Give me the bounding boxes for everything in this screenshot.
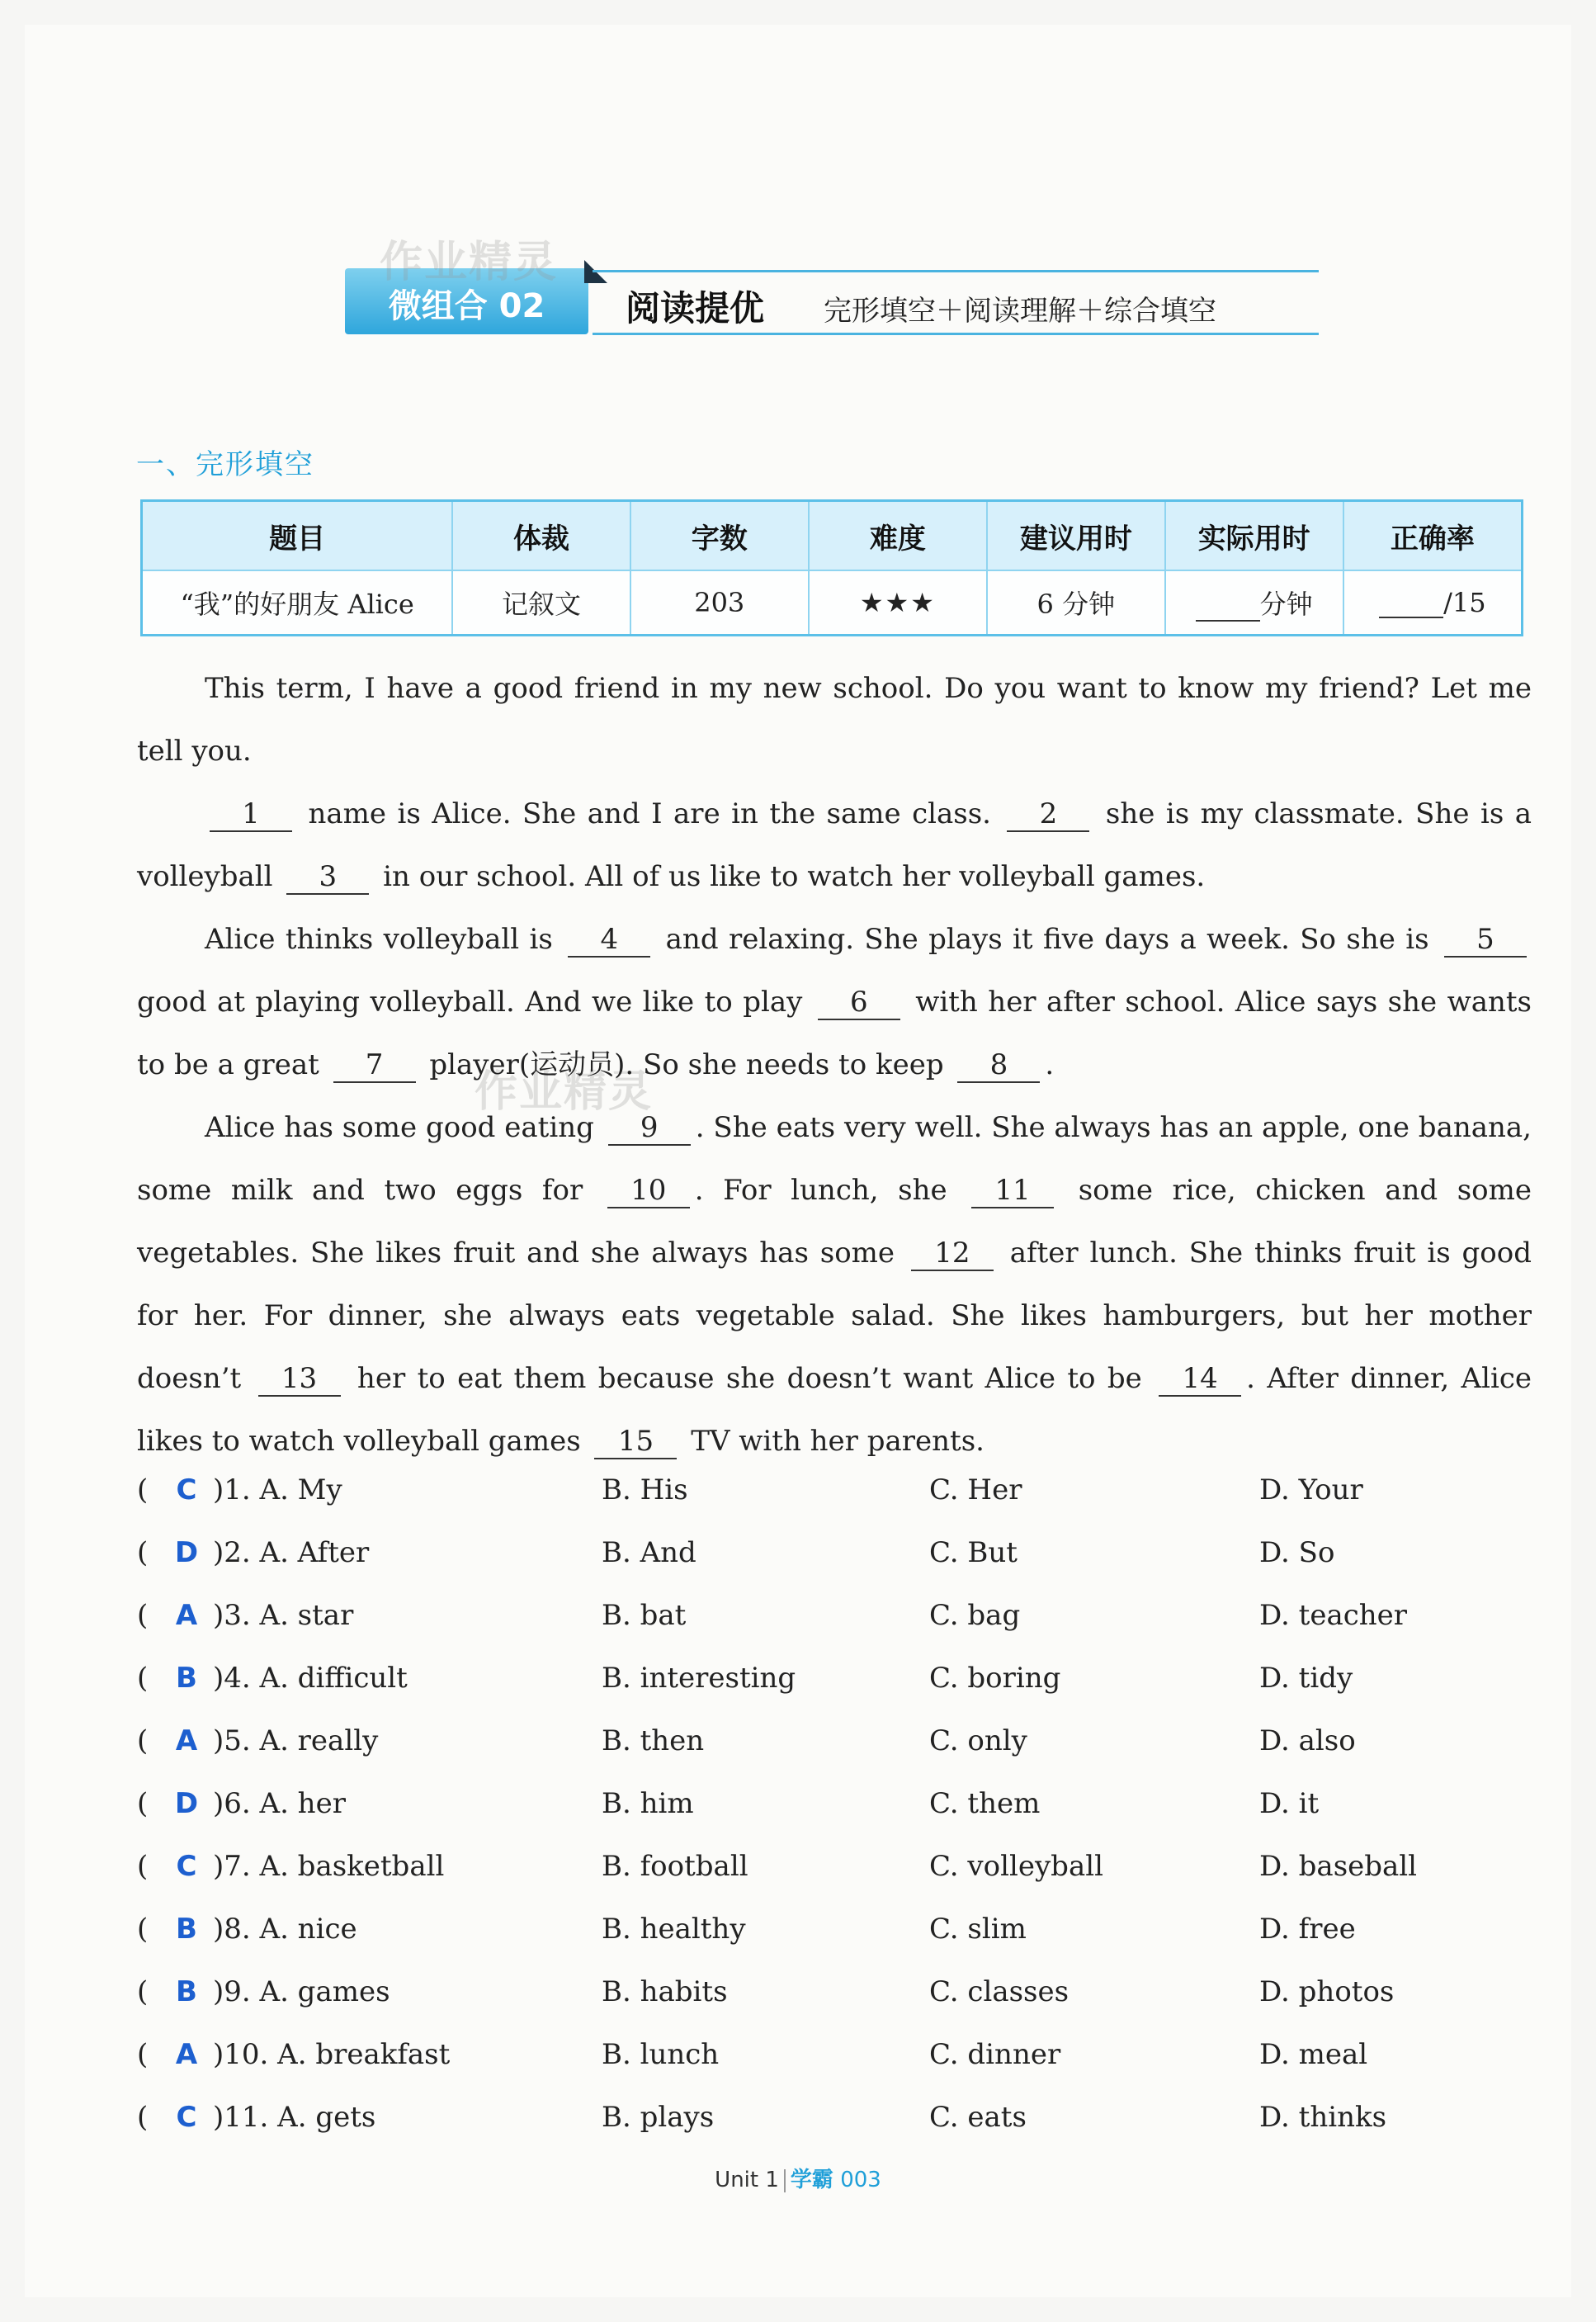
genre-cell: 记叙文 (452, 570, 630, 636)
paren: ( (137, 1975, 149, 2008)
section-heading: 一、完形填空 (136, 448, 314, 481)
paragraph (137, 908, 1532, 1096)
answer[interactable]: B (176, 1975, 197, 2008)
blank-8[interactable]: 8 (957, 1048, 1040, 1083)
cloze-passage (137, 657, 1532, 1473)
option-d[interactable]: D. thinks (1259, 2101, 1387, 2134)
actual-time-unit: 分钟 (1259, 589, 1313, 620)
question-7 (137, 1842, 1540, 1904)
question-8 (137, 1904, 1540, 1967)
passage-text: TV with her parents. (682, 1425, 985, 1458)
passage-text: . She eats very well. She always has an apple, one banana, some milk and two eggs for (137, 1111, 1532, 1207)
passage-text: good at playing volleyball. And we like to play (137, 986, 813, 1019)
option-b[interactable]: B. bat (602, 1599, 687, 1632)
option-a[interactable]: )6. A. her (213, 1787, 346, 1820)
question-2 (137, 1528, 1540, 1591)
option-a[interactable]: )3. A. star (213, 1599, 354, 1632)
option-d[interactable]: D. tidy (1259, 1662, 1353, 1695)
option-b[interactable]: B. football (602, 1850, 748, 1883)
passage-text: her to eat them because she doesn’t want Alice to be (345, 1362, 1155, 1395)
option-a[interactable]: )11. A. gets (213, 2101, 376, 2134)
option-a[interactable]: )1. A. My (213, 1473, 342, 1506)
info-table (140, 499, 1523, 636)
option-b[interactable]: B. plays (602, 2101, 715, 2134)
question-6 (137, 1779, 1540, 1842)
option-b[interactable]: B. His (602, 1473, 688, 1506)
option-c[interactable]: C. dinner (929, 2038, 1061, 2071)
option-d[interactable]: D. photos (1259, 1975, 1395, 2008)
table-header: 难度 (809, 501, 987, 571)
option-c[interactable]: C. Her (929, 1473, 1022, 1506)
divider (593, 333, 1319, 335)
option-c[interactable]: C. classes (929, 1975, 1070, 2008)
answer[interactable]: D (174, 1787, 199, 1820)
passage-text: . For lunch, she (694, 1174, 967, 1207)
paren: ( (137, 1599, 149, 1632)
table-header: 实际用时 (1165, 501, 1343, 571)
option-c[interactable]: C. boring (929, 1662, 1061, 1695)
table-header: 字数 (630, 501, 809, 571)
option-b[interactable]: B. lunch (602, 2038, 720, 2071)
answer[interactable]: A (175, 1599, 198, 1632)
option-a[interactable]: )5. A. really (213, 1724, 379, 1757)
option-a[interactable]: )4. A. difficult (213, 1662, 408, 1695)
answer[interactable]: C (176, 1473, 197, 1506)
option-a[interactable]: )9. A. games (213, 1975, 390, 2008)
question-11 (137, 2093, 1540, 2155)
page-footer (25, 2163, 1571, 2193)
option-d[interactable]: D. meal (1259, 2038, 1368, 2071)
option-b[interactable]: B. interesting (602, 1662, 796, 1695)
question-10 (137, 2030, 1540, 2093)
option-d[interactable]: D. So (1259, 1536, 1335, 1569)
table-header: 题目 (142, 501, 453, 571)
question-1 (137, 1465, 1540, 1528)
option-c[interactable]: C. bag (929, 1599, 1021, 1632)
paren: ( (137, 2101, 149, 2134)
table-header: 体裁 (452, 501, 630, 571)
answer[interactable]: C (176, 2101, 197, 2134)
option-c[interactable]: C. But (929, 1536, 1018, 1569)
option-d[interactable]: D. baseball (1259, 1850, 1418, 1883)
word-count-cell: 203 (630, 570, 809, 636)
topic-cell: “我”的好朋友 Alice (142, 570, 453, 636)
blank-9[interactable]: 9 (608, 1111, 691, 1146)
option-c[interactable]: C. volleyball (929, 1850, 1103, 1883)
actual-time-cell (1165, 570, 1343, 636)
passage-text: after lunch. She thinks fruit is good for her. For dinner, she always eats vegetable salad. She likes hamburgers, but her mother doesn’t (137, 1237, 1532, 1395)
paragraph: This term, I have a good friend in my new school. Do you want to know my friend? Let me tell you. (137, 672, 1532, 768)
answer[interactable]: B (176, 1913, 197, 1946)
badge-label: 微组合 02 (388, 287, 545, 325)
option-b[interactable]: B. him (602, 1787, 694, 1820)
option-a[interactable]: )2. A. After (213, 1536, 370, 1569)
blank-1[interactable]: 1 (210, 797, 292, 832)
blank-10[interactable]: 10 (607, 1174, 690, 1208)
option-d[interactable]: D. free (1259, 1913, 1356, 1946)
table-row (142, 570, 1523, 636)
page (25, 25, 1571, 2297)
banner-title: 阅读提优 (626, 288, 765, 329)
unit-label: Unit 1 (715, 2168, 779, 2192)
paren: ( (137, 1473, 149, 1506)
accuracy-total: /15 (1443, 587, 1486, 618)
option-c[interactable]: C. only (929, 1724, 1027, 1757)
option-d[interactable]: D. teacher (1259, 1599, 1408, 1632)
brand-label: 学霸 (790, 2168, 833, 2192)
divider (593, 270, 1319, 272)
question-list (137, 1465, 1540, 2155)
blank-7[interactable]: 7 (333, 1048, 416, 1083)
divider (784, 2169, 786, 2192)
watermark: 作业精灵 (380, 238, 559, 287)
passage-text: . After dinner, Alice likes to watch volleyball games (137, 1362, 1532, 1458)
option-b[interactable]: B. healthy (602, 1913, 746, 1946)
suggested-time-cell: 6 分钟 (987, 570, 1165, 636)
question-4 (137, 1653, 1540, 1716)
question-9 (137, 1967, 1540, 2030)
paragraph (137, 783, 1532, 908)
blank-6[interactable]: 6 (818, 986, 900, 1020)
passage-text: Alice has some good eating (205, 1111, 603, 1144)
option-d[interactable]: D. it (1259, 1787, 1320, 1820)
option-a[interactable]: )7. A. basketball (213, 1850, 445, 1883)
paren: ( (137, 1850, 149, 1883)
paren: ( (137, 1787, 149, 1820)
paren: ( (137, 1662, 149, 1695)
option-c[interactable]: C. eats (929, 2101, 1027, 2134)
blank-3[interactable]: 3 (286, 860, 369, 895)
answer[interactable]: B (176, 1662, 197, 1695)
watermark: 作业精灵 (475, 1067, 654, 1117)
option-c[interactable]: C. them (929, 1787, 1041, 1820)
accuracy-blank[interactable] (1379, 592, 1443, 618)
paren: ( (137, 2038, 149, 2071)
blank-13[interactable]: 13 (258, 1362, 341, 1397)
paren: ( (137, 1913, 149, 1946)
blank-11[interactable]: 11 (971, 1174, 1054, 1208)
answer[interactable]: D (174, 1536, 199, 1569)
blank-5[interactable]: 5 (1444, 923, 1527, 958)
option-c[interactable]: C. slim (929, 1913, 1027, 1946)
passage-text: player(运动员). So she needs to keep (420, 1048, 953, 1081)
option-d[interactable]: D. also (1259, 1724, 1356, 1757)
passage-text: in our school. All of us like to watch her volleyball games. (374, 860, 1206, 893)
passage-text: she is my classmate. She is a volleyball (137, 797, 1532, 893)
passage-text: some rice, chicken and some vegetables. She likes fruit and she always has some (137, 1174, 1532, 1270)
table-header: 建议用时 (987, 501, 1165, 571)
passage-text: Alice thinks volleyball is (205, 923, 564, 956)
question-5 (137, 1716, 1540, 1779)
answer[interactable]: A (175, 1724, 198, 1757)
blank-15[interactable]: 15 (594, 1425, 677, 1459)
difficulty-stars: ★★★ (809, 570, 987, 636)
page-number: 003 (840, 2168, 881, 2192)
passage-text: . (1045, 1048, 1055, 1081)
table-header: 正确率 (1343, 501, 1523, 571)
option-d[interactable]: D. Your (1259, 1473, 1363, 1506)
blank-12[interactable]: 12 (911, 1237, 994, 1271)
passage-text: name is Alice. She and I are in the same class. (297, 797, 1003, 830)
option-b[interactable]: B. habits (602, 1975, 728, 2008)
answer[interactable]: A (175, 2038, 198, 2071)
banner-subtitle: 完形填空＋阅读理解＋综合填空 (824, 295, 1216, 328)
paren: ( (137, 1724, 149, 1757)
blank-4[interactable]: 4 (568, 923, 650, 958)
question-3 (137, 1591, 1540, 1653)
paren: ( (137, 1536, 149, 1569)
passage-text: and relaxing. She plays it five days a week. So she is (655, 923, 1439, 956)
option-b[interactable]: B. then (602, 1724, 705, 1757)
passage-text: with her after school. Alice says she wants to be a great (137, 986, 1532, 1081)
table-header-row (142, 501, 1523, 571)
actual-time-blank[interactable] (1196, 595, 1260, 622)
option-a[interactable]: )10. A. breakfast (213, 2038, 451, 2071)
blank-2[interactable]: 2 (1007, 797, 1089, 832)
accuracy-cell (1343, 570, 1523, 636)
paragraph (137, 1096, 1532, 1473)
blank-14[interactable]: 14 (1159, 1362, 1241, 1397)
option-b[interactable]: B. And (602, 1536, 696, 1569)
option-a[interactable]: )8. A. nice (213, 1913, 357, 1946)
answer[interactable]: C (176, 1850, 197, 1883)
